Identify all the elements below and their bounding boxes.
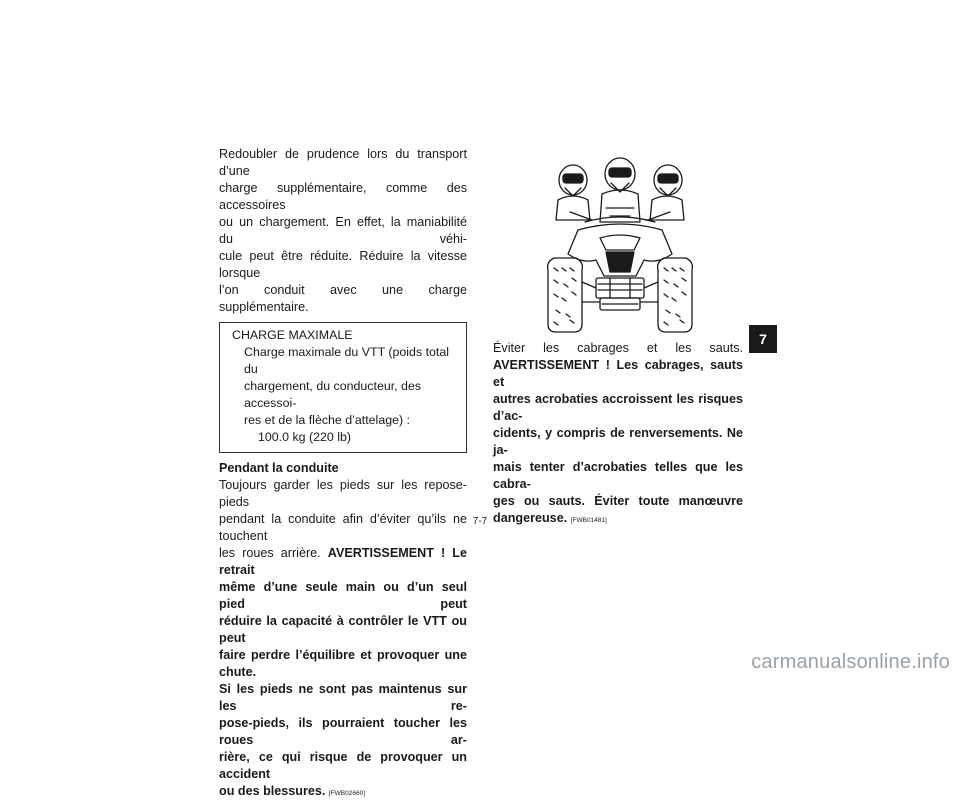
atv-suspension	[582, 282, 658, 302]
body-line: Toujours garder les pieds sur les repose-pieds	[219, 478, 467, 509]
warning-line: réduire la capacité à contrôler le VTT ou peut	[219, 614, 467, 645]
max-load-line: chargement, du conducteur, des accessoi-	[244, 379, 422, 410]
rider-center-helmet	[605, 158, 635, 192]
warning-line: rière, ce qui risque de provoquer un accident	[219, 750, 467, 781]
warning-line: faire perdre l’équilibre et provoquer une chute.	[219, 648, 467, 679]
rider-left-helmet	[559, 165, 587, 196]
mixed-line	[219, 545, 467, 579]
right-column	[493, 340, 743, 529]
right-warning-line: ges ou sauts. Éviter toute manœuvre	[493, 494, 743, 508]
right-warning-line: autres acrobaties accroissent les risques d’ac-	[493, 392, 743, 423]
max-load-line: Charge maximale du VTT (poids total du	[244, 345, 449, 376]
mixed-line-normal: les roues arrière.	[219, 546, 328, 560]
max-load-box	[219, 322, 467, 453]
atv-three-riders-illustration	[540, 152, 700, 342]
warning-line: pose-pieds, ils pourraient toucher les roues ar-	[219, 716, 467, 747]
right-warning-line: cidents, y compris de renversements. Ne ja-	[493, 426, 743, 457]
intro-line: cule peut être réduite. Réduire la vitesse lorsque	[219, 249, 467, 280]
page-number: 7-7	[472, 516, 488, 527]
intro-line: ou un chargement. En effet, la maniabilité du véhi-	[219, 215, 467, 246]
intro-paragraph	[219, 146, 467, 316]
left-column	[219, 146, 467, 802]
intro-line: charge supplémentaire, comme des accessoires	[219, 181, 467, 212]
right-warning-code: [FWB01481]	[570, 517, 607, 524]
warning-code: [FWB02660]	[328, 790, 366, 797]
atv-body	[568, 224, 672, 310]
intro-line: l’on conduit avec une charge supplémentaire.	[219, 283, 467, 314]
max-load-line: res et de la flèche d’attelage) :	[244, 413, 410, 427]
atv-wheel-left	[548, 258, 583, 332]
mixed-line-bold: AVERTISSEMENT ! Le retrait	[219, 546, 467, 577]
footer-watermark: carmanualsonline.info	[751, 651, 950, 673]
warning-line: même d’une seule main ou d’un seul pied peut	[219, 580, 467, 611]
warning-line: Si les pieds ne sont pas maintenus sur les re-	[219, 682, 467, 713]
handlebar	[585, 217, 655, 222]
right-first-line: Éviter les cabrages et les sauts.	[493, 341, 743, 355]
section-heading: Pendant la conduite	[219, 461, 339, 475]
right-warning-last: dangereuse.	[493, 511, 568, 525]
body-line: pendant la conduite afin d’éviter qu’ils ne touchent	[219, 512, 467, 543]
right-warning-line: AVERTISSEMENT ! Les cabrages, sauts et	[493, 358, 743, 389]
intro-line: Redoubler de prudence lors du transport d’une	[219, 147, 467, 178]
warning-last-line	[219, 783, 467, 802]
rider-right-helmet	[654, 165, 682, 196]
right-warning-line: mais tenter d’acrobaties telles que les cabra-	[493, 460, 743, 491]
chapter-tab: 7	[749, 325, 777, 353]
max-load-title: CHARGE MAXIMALE	[232, 328, 353, 342]
atv-wheel-right	[658, 258, 693, 332]
warning-last: ou des blessures.	[219, 784, 326, 798]
max-load-value: 100.0 kg (220 lb)	[258, 430, 351, 444]
